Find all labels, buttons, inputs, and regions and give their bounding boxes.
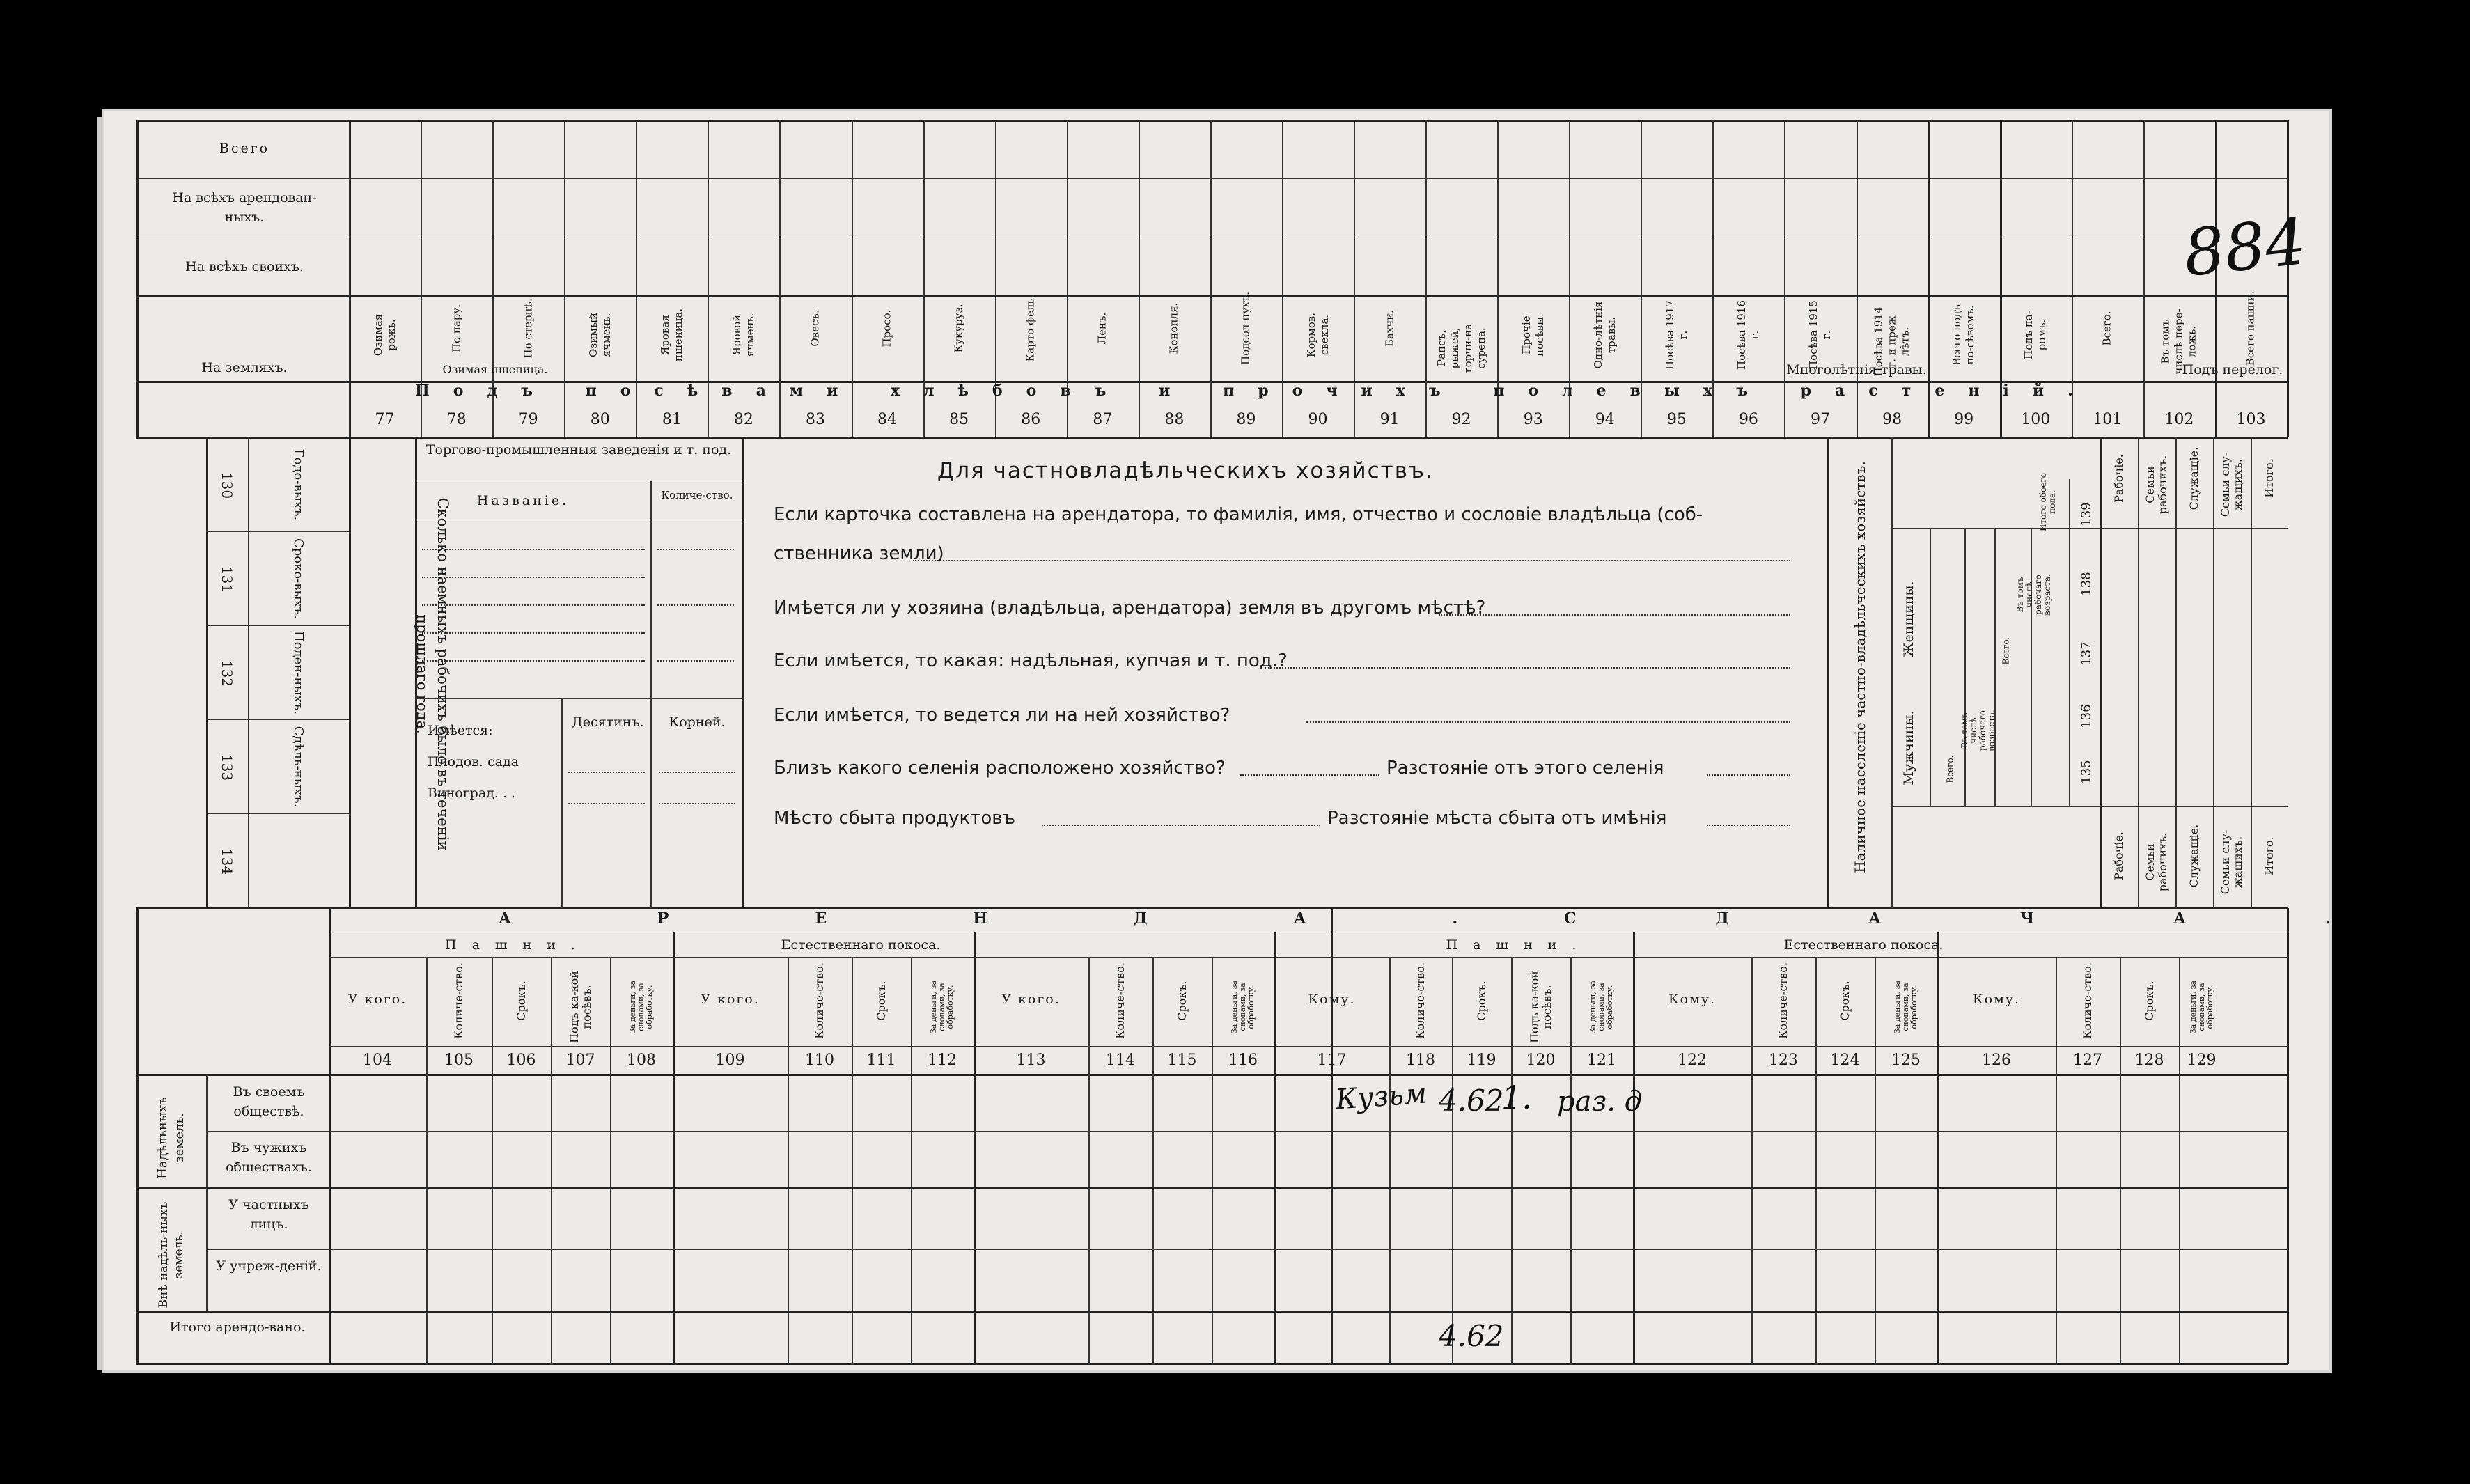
crop-col-label: Подъ па-ромъ. [2022, 311, 2049, 359]
crop-col-label: Посѣва 1915 г. [1807, 300, 1834, 370]
orchard-label: Плодов. сада [428, 754, 519, 770]
population-col-number: 135 [2079, 760, 2094, 784]
question-village-distance: Разстояніе отъ этого селенія [1386, 758, 1664, 779]
rent-col-label: За деньги, за снопами, за обработку. [1230, 980, 1256, 1034]
crop-col-label: Посѣва 1916 г. [1735, 300, 1761, 370]
crop-col-label: Озимая рожь. [371, 313, 398, 357]
rent-col-label: Срокъ. [2142, 981, 2156, 1021]
population-sub-label: Итого обоего пола. [2038, 473, 2057, 531]
crop-col-number: 98 [1882, 411, 1902, 428]
rent-col-label: За деньги, за снопами, за обработку. [628, 980, 654, 1034]
question-farming-there: Если имѣется, то ведется ли на ней хозяйство? [774, 705, 1230, 726]
middle-section [136, 437, 2288, 908]
women-label: Женщины. [1901, 581, 1916, 657]
rent-col-number: 125 [1891, 1052, 1921, 1069]
arenda-pashni-label: Пашни. [445, 937, 591, 953]
row-lands-label: На земляхъ. [201, 360, 288, 375]
row-own-community: Въ своемъ обществѣ. [233, 1084, 305, 1119]
rent-col-label: Кому. [1668, 992, 1717, 1007]
hired-col-label: Сдѣль-ныхъ. [291, 726, 306, 808]
crop-col-label: Подсол-нухъ. [1239, 292, 1252, 365]
rent-col-label: У кого. [1001, 992, 1061, 1007]
crop-col-number: 92 [1451, 411, 1471, 428]
row-total-rented: Итого арендо-вано. [169, 1320, 306, 1335]
hired-col-number: 133 [219, 753, 235, 781]
rent-col-number: 113 [1016, 1052, 1046, 1069]
hand-komu: Кузьм [1334, 1077, 1428, 1116]
rent-col-label: Кому. [1308, 992, 1356, 1007]
crop-col-label: Посѣва 1917 г. [1663, 300, 1689, 370]
page-number-handwritten: 884 [2180, 204, 2310, 291]
hired-col-number: 130 [219, 471, 235, 499]
rent-col-number: 118 [1406, 1052, 1435, 1069]
hired-col-number: 134 [219, 848, 235, 875]
rent-col-label: Срокъ. [1175, 981, 1189, 1021]
rent-col-number: 110 [805, 1052, 834, 1069]
crop-col-label: Въ томъ числѣ пере-ложь. [2159, 308, 2198, 375]
trade-title: Торгово-промышленныя заведенія и т. под. [425, 442, 732, 458]
crop-col-label: Бахчи. [1383, 309, 1396, 347]
question-sale-distance: Разстояніе мѣста сбыта отъ имѣнія [1327, 808, 1667, 829]
row-own-label: На всѣхъ своихъ. [185, 259, 304, 274]
hired-col-number: 132 [219, 659, 235, 687]
right-col-label-bottom: Семьи рабочихъ. [2143, 832, 2169, 892]
population-sub-label: Въ томъ числѣ рабочаго возраста. [2015, 574, 2052, 616]
row-institutions: У учреж-деній. [216, 1258, 322, 1274]
rent-col-number: 116 [1228, 1052, 1258, 1069]
crop-col-label: Всего. [2100, 311, 2113, 346]
trade-qty-header: Количе-ство. [661, 489, 733, 501]
population-col-number: 138 [2079, 572, 2094, 596]
question-land-type: Если имѣется, то какая: надѣльная, купчая и т. под.? [774, 650, 1288, 671]
right-col-label-bottom: Семьи слу-жащихъ. [2219, 829, 2244, 895]
vineyard-label: Виноград. . . [428, 786, 516, 801]
rent-col-number: 121 [1587, 1052, 1616, 1069]
population-col-number: 136 [2079, 704, 2094, 728]
rent-col-number: 105 [444, 1052, 474, 1069]
rent-col-number: 112 [928, 1052, 957, 1069]
crop-col-number: 97 [1811, 411, 1831, 428]
perennial-group-label: Многолѣтнія травы. [1786, 362, 1927, 377]
population-sub-label: Всего. [1945, 755, 1955, 783]
rent-col-label: Срокъ. [874, 981, 888, 1021]
crop-col-number: 93 [1523, 411, 1543, 428]
rent-col-number: 107 [565, 1052, 595, 1069]
crop-col-label: Кормов. свекла. [1304, 312, 1331, 358]
rent-col-number: 117 [1317, 1052, 1347, 1069]
arenda-header: АРЕНДА. [499, 909, 1604, 928]
hand-total: 4.62 [1439, 1319, 1504, 1353]
rent-col-number: 108 [627, 1052, 656, 1069]
rent-col-number: 119 [1467, 1052, 1496, 1069]
crop-col-number: 101 [2093, 411, 2123, 428]
row-private-persons: У частныхъ лицъ. [228, 1197, 309, 1232]
hand-qty: 4.62 [1439, 1084, 1504, 1118]
sdacha-pokos-label: Естественнаго покоса. [1783, 937, 1944, 953]
rent-col-label: Количе-ство. [2081, 962, 2094, 1039]
crop-col-number: 85 [949, 411, 969, 428]
crop-col-label: Одно-лѣтнія травы. [1591, 301, 1618, 369]
group-vne-label: Внѣ надѣль-ныхъ земель. [157, 1201, 186, 1309]
hired-col-label: Поден-ныхъ. [291, 631, 306, 714]
crop-col-number: 84 [877, 411, 898, 428]
crop-col-label: Всего подъ по-сѣвомъ. [1951, 304, 1977, 366]
crop-col-number: 96 [1738, 411, 1758, 428]
crop-col-label: Яровая пшеница. [658, 308, 685, 362]
row-rented-label: На всѣхъ арендован- ныхъ. [172, 190, 317, 225]
desyatin-header: Десятинъ. [572, 714, 644, 730]
crop-col-label: Прочіе посѣвы. [1519, 313, 1546, 357]
sdacha-pashni-label: Пашни. [1446, 937, 1592, 953]
crop-col-number: 81 [662, 411, 682, 428]
right-col-label-top: Служащіе. [2187, 446, 2201, 510]
rent-col-number: 128 [2134, 1052, 2164, 1069]
rent-col-label: Срокъ. [1838, 981, 1852, 1021]
rent-col-number: 126 [1982, 1052, 2011, 1069]
crop-col-label: Конопля. [1167, 302, 1180, 354]
men-label: Мужчины. [1901, 710, 1916, 786]
crop-col-number: 95 [1666, 411, 1687, 428]
population-col-number: 139 [2079, 502, 2094, 526]
hand-srok: 1. [1501, 1079, 1532, 1116]
roots-header: Корней. [669, 714, 726, 730]
rent-col-number: 122 [1678, 1052, 1707, 1069]
crop-table [136, 120, 2310, 437]
census-card-sheet [104, 111, 2470, 1370]
sdacha-header: СДАЧА. [1564, 909, 2470, 928]
fallow-group-label: Подъ перелог. [2182, 362, 2283, 377]
rent-col-label: Количе-ство. [1113, 962, 1127, 1039]
rent-col-number: 104 [363, 1052, 392, 1069]
crop-col-number: 88 [1164, 411, 1185, 428]
arenda-pokos-label: Естественнаго покоса. [781, 937, 941, 953]
right-col-label-top: Рабочіе. [2112, 454, 2125, 503]
has-label: Имѣется: [428, 723, 493, 738]
crop-col-label: Посѣва 1914 г. и преж лѣтъ. [1872, 306, 1912, 377]
rent-col-number: 127 [2073, 1052, 2102, 1069]
hand-posev: раз. д [1557, 1086, 1643, 1118]
rent-col-label: За деньги, за снопами, за обработку. [929, 980, 955, 1034]
rent-col-label: Количе-ство. [1776, 962, 1790, 1039]
rent-col-number: 115 [1167, 1052, 1197, 1069]
population-sub-label: Всего. [2001, 636, 2011, 665]
rent-col-number: 120 [1526, 1052, 1556, 1069]
crop-col-label: Кукуруз. [952, 304, 965, 353]
rent-col-label: За деньги, за снопами, за обработку. [2188, 980, 2214, 1034]
crop-col-label: Ленъ. [1095, 312, 1109, 345]
crop-col-label: Карто-фель. [1024, 295, 1037, 362]
crop-col-label: Яровой ячмень. [730, 313, 756, 357]
rent-col-label: У кого. [701, 992, 760, 1007]
rent-col-label: Кому. [1972, 992, 2021, 1007]
group-nadel-label: Надѣльныхъ земель. [155, 1097, 187, 1179]
rent-col-label: Количе-ство. [452, 962, 465, 1039]
rent-col-label: Количе-ство. [1414, 962, 1427, 1039]
rent-col-number: 124 [1830, 1052, 1860, 1069]
crop-col-number: 100 [2021, 411, 2051, 428]
population-sub-label: Въ томъ числѣ рабочаго возраста. [1960, 710, 1996, 751]
right-col-label-bottom: Рабочіе. [2112, 831, 2125, 880]
crop-col-number: 94 [1595, 411, 1615, 428]
rent-col-label: Подъ ка-кой посѣвъ. [567, 971, 593, 1043]
rent-col-label: Срокъ. [1474, 981, 1488, 1021]
rent-col-label: Срокъ. [514, 981, 528, 1021]
rent-col-number: 114 [1106, 1052, 1135, 1069]
question-tenant-owner-cont: ственника земли) [774, 543, 944, 564]
crop-col-number: 90 [1308, 411, 1328, 428]
row-other-community: Въ чужихъ обществахъ. [226, 1140, 312, 1175]
trade-name-header: Названіе. [476, 493, 570, 508]
crop-col-label: Всего пашни. [2244, 290, 2257, 366]
right-col-label-top: Итого. [2262, 459, 2276, 498]
hired-col-number: 131 [219, 565, 235, 593]
crop-col-number: 86 [1021, 411, 1041, 428]
rent-col-label: За деньги, за снопами, за обработку. [1588, 980, 1614, 1034]
rent-col-number: 111 [866, 1052, 896, 1069]
right-col-label-top: Семьи рабочихъ. [2143, 455, 2169, 515]
crop-col-number: 99 [1954, 411, 1974, 428]
population-title: Наличное населеніе частно-владѣльческихъ хозяйствъ. [1852, 461, 1868, 873]
question-sale-place: Мѣсто сбыта продуктовъ [774, 808, 1015, 829]
wheat-group-label: Озимая пшеница. [442, 363, 548, 376]
banner-label: Подъ посѣвами хлѣбовъ и прочихъ полевыхъ растеній. [415, 382, 2097, 400]
population-col-number: 137 [2079, 641, 2094, 666]
crop-col-label: Просо. [880, 309, 893, 347]
crop-col-number: 83 [805, 411, 825, 428]
rent-col-number: 109 [715, 1052, 745, 1069]
crop-col-number: 78 [446, 411, 467, 428]
rent-table [136, 908, 2470, 1364]
crop-col-number: 102 [2164, 411, 2194, 428]
right-col-label-bottom: Служащіе. [2187, 824, 2201, 888]
hired-workers-title: Сколько наемныхъ рабочихъ было въ теченіи прошлаго года. [414, 497, 451, 851]
crop-col-number: 77 [375, 411, 395, 428]
right-col-label-bottom: Итого. [2262, 836, 2276, 875]
hired-col-label: Годо-выхъ. [291, 448, 306, 521]
rent-col-number: 106 [506, 1052, 536, 1069]
crop-col-number: 82 [733, 411, 753, 428]
crop-col-number: 89 [1236, 411, 1256, 428]
crop-col-label: Рапсъ, рыжей, горчи-на сурепа. [1435, 323, 1487, 373]
question-land-elsewhere: Имѣется ли у хозяина (владѣльца, арендатора) земля въ другомъ мѣстѣ? [774, 597, 1486, 618]
question-nearest-village: Близъ какого селенія расположено хозяйство? [774, 758, 1226, 779]
rent-col-label: Подъ ка-кой посѣвъ. [1527, 971, 1554, 1043]
crop-col-number: 79 [518, 411, 538, 428]
crop-col-label: По стернѣ. [522, 298, 535, 359]
crop-col-number: 87 [1093, 411, 1113, 428]
rent-col-number: 123 [1769, 1052, 1798, 1069]
crop-col-label: Овесъ. [808, 310, 822, 347]
row-total-label: Всего [219, 141, 270, 156]
crop-col-number: 103 [2236, 411, 2266, 428]
crop-col-label: Озимый ячмень. [586, 312, 613, 358]
rent-col-label: Количе-ство. [813, 962, 826, 1039]
rent-col-label: За деньги, за снопами, за обработку. [1893, 980, 1918, 1034]
crop-col-label: По пару. [450, 304, 463, 353]
rent-col-label: У кого. [347, 992, 407, 1007]
rent-col-number: 129 [2187, 1052, 2217, 1069]
hired-col-label: Сроко-выхъ. [291, 538, 306, 620]
question-tenant-owner: Если карточка составлена на арендатора, то фамилія, имя, отчество и сословіе владѣльца (соб- [774, 504, 1703, 525]
crop-col-number: 91 [1379, 411, 1400, 428]
private-estates-title: Для частновладѣльческихъ хозяйствъ. [937, 458, 1434, 483]
right-col-label-top: Семьи слу-жащихъ. [2219, 452, 2244, 517]
crop-col-number: 80 [590, 411, 610, 428]
